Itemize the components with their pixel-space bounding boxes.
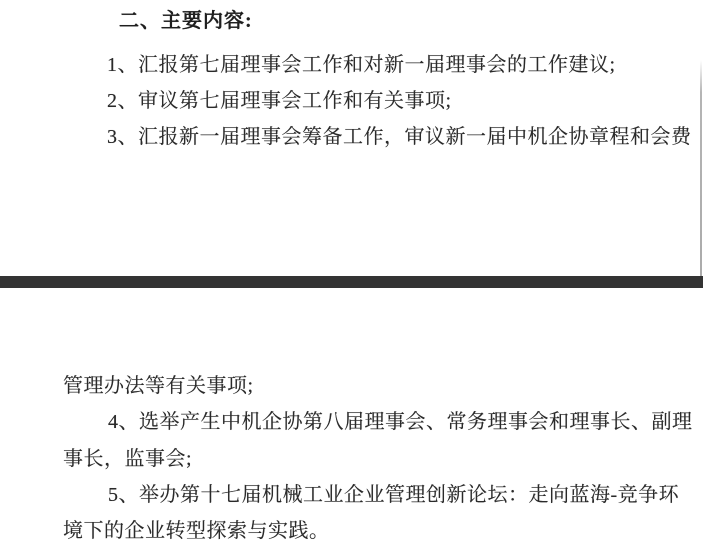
page-edge-shadow xyxy=(700,60,702,276)
list-item-2: 2、审议第七届理事会工作和有关事项; xyxy=(107,90,452,112)
list-item-3: 3、汇报新一届理事会筹备工作，审议新一届中机企协章程和会费 xyxy=(107,126,692,148)
list-item-1: 1、汇报第七届理事会工作和对新一届理事会的工作建议; xyxy=(107,54,616,76)
continuation-line-item-3: 管理办法等有关事项; xyxy=(63,375,254,397)
list-item-5: 5、举办第十七届机械工业企业管理创新论坛：走向蓝海-竞争环 xyxy=(108,484,680,506)
continuation-line-item-4: 事长，监事会; xyxy=(63,448,193,470)
page-separator-band xyxy=(0,276,703,288)
list-item-4: 4、选举产生中机企协第八届理事会、常务理事会和理事长、副理 xyxy=(108,411,693,433)
continuation-line-item-5: 境下的企业转型探索与实践。 xyxy=(63,520,330,542)
section-heading: 二、主要内容: xyxy=(119,10,253,32)
